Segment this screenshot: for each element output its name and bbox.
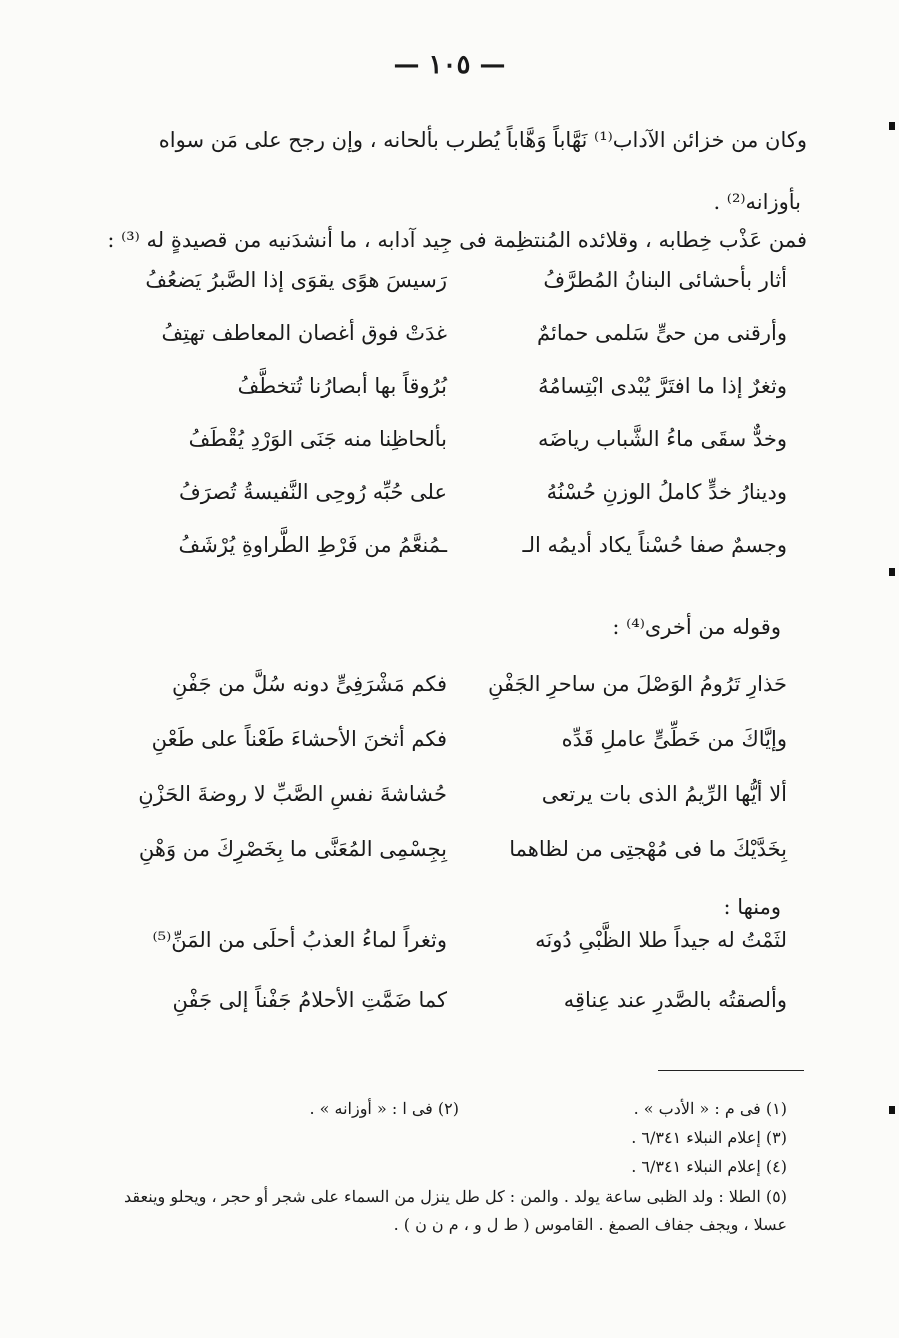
verse [97, 988, 787, 1048]
hemistich-second: وثغراً لماءُ العذبُ أحلَى من المَنِّ⁽⁵⁾ [152, 928, 447, 952]
hemistich-first: حَذارِ تَرُومُ الوَصْلَ من ساحرِ الجَفْنِ [488, 672, 787, 696]
poem-1 [97, 268, 787, 586]
verse [97, 374, 787, 427]
footnote-divider [658, 1070, 804, 1071]
hemistich-first: وألصقتُه بالصَّدرِ عند عِناقِه [563, 988, 787, 1012]
hemistich-second: فكم أثخنَ الأحشاءَ طَعْناً على طَعْنِ [151, 727, 447, 751]
poem-3-intro: ومنها : [723, 895, 781, 919]
verse [97, 533, 787, 586]
hemistich-second: بِجِسْمِى المُعَنَّى ما بِخَصْرِكَ من وَهْنِ [138, 837, 447, 861]
poem-3 [97, 928, 787, 1048]
hemistich-second: كما ضَمَّتِ الأحلامُ جَفْناً إلى جَفْنِ [172, 988, 447, 1012]
footnote-5: (٥) الطلا : ولد الظبى ساعة يولد . والمن : كل طل ينزل من السماء على شجر أو حجر ، ويحلو وينعقد [124, 1187, 787, 1206]
footnote-3: (٣) إعلام النبلاء ٦/٣٤١ . [631, 1128, 787, 1147]
verse [97, 672, 787, 727]
hemistich-second: فكم مَشْرَفِىٍّ دونه سُلَّ من جَفْنِ [171, 672, 447, 696]
margin-mark [889, 122, 895, 130]
hemistich-second: رَسيسَ هوًى يقوَى إذا الصَّبرُ يَضعُفُ [145, 268, 447, 292]
margin-mark [889, 568, 895, 576]
footnote-4: (٤) إعلام النبلاء ٦/٣٤١ . [631, 1157, 787, 1176]
verse [97, 837, 787, 892]
hemistich-second: على حُبِّه رُوحِى النَّفيسةُ تُصرَفُ [179, 480, 447, 504]
verse [97, 321, 787, 374]
paragraph-intro [97, 118, 807, 224]
hemistich-first: أثار بأحشائى البنانُ المُطرَّفُ [543, 268, 787, 292]
hemistich-second: غدَتْ فوق أغصان المعاطف تهتِفُ [161, 321, 447, 345]
verse [97, 480, 787, 533]
hemistich-first: ألا أيُّها الرِّيمُ الذى بات يرتعى [541, 782, 787, 806]
margin-mark [889, 1106, 895, 1114]
verse [97, 928, 787, 988]
verse [97, 427, 787, 480]
verse [97, 782, 787, 837]
hemistich-first: وثغرٌ إذا ما افتَرَّ يُبْدى ابْتِسامُهُ [538, 374, 787, 398]
page-number: — ١٠٥ — [393, 50, 506, 80]
hemistich-first: وأرقنى من حىٍّ سَلمى حمائمٌ [537, 321, 787, 345]
hemistich-second: بُرُوقاً بها أبصارُنا تُتخطَّفُ [237, 374, 447, 398]
poem-2 [97, 672, 787, 892]
hemistich-second: حُشاشةَ نفسِ الصَّبِّ لا روضةَ الحَزْنِ [138, 782, 447, 806]
paragraph-poem-intro: فمن عَذْب خِطابه ، وقلائده المُنتظِمة فى جِيد آدابه ، ما أنشدَنيه من قصيدةٍ له ⁽³⁾ : [107, 228, 807, 252]
hemistich-second: بألحاظِنا منه جَنَى الوَرْدِ يُقْطَفُ [188, 427, 447, 451]
paragraph-line: وكان من خزائن الآداب⁽¹⁾ نَهَّاباً وَهَّاباً يُطرب بألحانه ، وإن رجح على مَن سواه [158, 128, 807, 152]
hemistich-first: بِخَدَّيْكَ ما فى مُهْجتِى من لظاهما [509, 837, 787, 861]
poem-2-intro: وقوله من أخرى⁽⁴⁾ : [612, 615, 781, 639]
hemistich-first: وخدٌّ سقَى ماءُ الشَّباب رياضَه [537, 427, 787, 451]
hemistich-first: ودينارُ خدٍّ كاملُ الوزنِ حُسْنُهُ [546, 480, 787, 504]
paragraph-line: بأوزانه⁽²⁾ . [713, 190, 801, 214]
hemistich-second: ـمُنعَّمُ من فَرْطِ الطَّراوةِ يُرْشَفُ [178, 533, 447, 557]
hemistich-first: وإيَّاكَ من خَطِّىٍّ عاملِ قَدِّه [561, 727, 787, 751]
hemistich-first: وجسمٌ صفا حُسْناً يكاد أديمُه الـ [522, 533, 787, 557]
verse [97, 268, 787, 321]
footnote-5-continued: عسلا ، ويجف جفاف الصمغ . القاموس ( ط ل و ، م ن ن ) . [393, 1215, 787, 1234]
verse [97, 727, 787, 782]
footnote-2: (٢) فى ا : « أوزانه » . [309, 1099, 459, 1118]
hemistich-first: لثَمْتُ له جيداً طلا الظَّبْىِ دُونَه [535, 928, 787, 952]
footnote-1: (١) فى م : « الأدب » . [633, 1099, 787, 1118]
